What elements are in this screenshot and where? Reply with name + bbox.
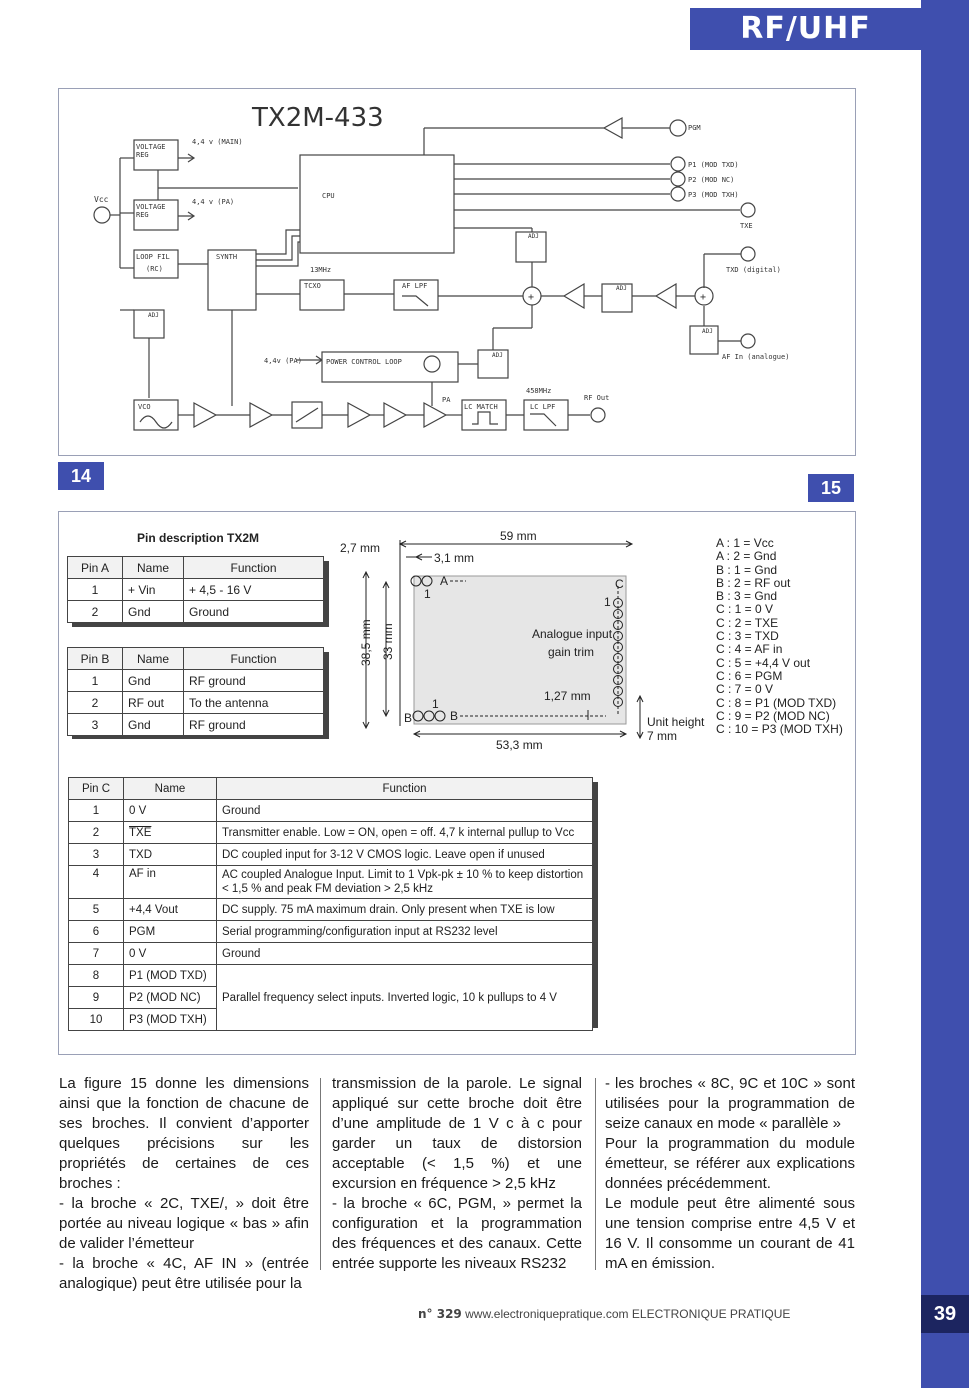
list-item: C : 4 = AF in [716, 642, 783, 657]
svg-text:TCXO: TCXO [304, 282, 321, 290]
vcc-terminal-icon [94, 207, 110, 223]
table-row: 1 0 V Ground [69, 800, 593, 822]
svg-text:LC LPF: LC LPF [530, 403, 556, 411]
vcc-label: Vcc [94, 195, 109, 204]
section-header: RF/UHF [690, 8, 921, 50]
svg-text:C: C [615, 577, 624, 591]
txd-terminal-icon [741, 247, 755, 261]
svg-text:+: + [700, 292, 707, 303]
svg-text:LC MATCH: LC MATCH [464, 403, 498, 411]
txe-terminal-icon [741, 203, 755, 217]
page-footer [418, 1307, 790, 1321]
table-row: 7 0 V Ground [69, 943, 593, 965]
svg-text:B: B [450, 709, 459, 723]
module-body [414, 576, 626, 724]
svg-text:TXE: TXE [740, 222, 753, 230]
table-row: 3 TXD DC coupled input for 3-12 V CMOS logic. Leave open if unused [69, 844, 593, 866]
svg-text:458MHz: 458MHz [526, 387, 552, 395]
pin-b-table: Pin B Name Function 1 Gnd RF ground 2 RF out To the antenna 3 Gnd RF ground [67, 647, 324, 736]
list-item: C : 7 = 0 V [716, 682, 774, 697]
figure-14-label: 14 [58, 462, 104, 490]
list-item: C : 2 = TXE [716, 615, 779, 630]
figure-15-label: 15 [808, 474, 854, 502]
table-row: 3 Gnd RF ground [68, 714, 324, 736]
issue-number: n° 329 [418, 1307, 462, 1321]
svg-text:2,7 mm: 2,7 mm [340, 541, 381, 555]
article-column-2: transmission de la parole. Le signal appliqué sur cette broche doit être d’une amplitude de 1 V c à c pour garder un taux de distorsion acceptable (< 1,5 %) et une excursion en fréquence > 2,5 kHz - la broche « 6C, PGM, » permet la configuration et la programmation des fréquences et des canaux. Cette entrée supporte les niveaux RS232 [332, 1075, 582, 1272]
svg-text:1: 1 [424, 587, 431, 601]
svg-text:Analogue input: Analogue input [532, 627, 613, 641]
list-item: C : 9 = P2 (MOD NC) [716, 708, 830, 723]
pin-list [716, 537, 843, 736]
pin-a-table: Pin A Name Function 1 + Vin + 4,5 - 16 V 2 Gnd Ground [67, 556, 324, 623]
svg-text:B: B [404, 711, 413, 725]
svg-text:P3 (MOD TXH): P3 (MOD TXH) [688, 191, 739, 199]
block-diagram [58, 88, 854, 454]
svg-text:1,27 mm: 1,27 mm [544, 689, 591, 703]
table-row: 6 PGM Serial programming/configuration input at RS232 level [69, 921, 593, 943]
page-number: 39 [921, 1295, 969, 1333]
rf-out-terminal-icon [591, 408, 605, 422]
svg-text:RF Out: RF Out [584, 394, 610, 402]
svg-text:13MHz: 13MHz [310, 266, 332, 274]
article-column-3: - les broches « 8C, 9C et 10C » sont utilisées pour la programmation de seize canaux en mode « parallèle » Pour la programmation du module émetteur, se référer aux explications données précédemment. Le module peut être alimenté sous une tension comprise entre 4,5 V et 16 V. Il consomme un courant de 41 mA en émission. [605, 1075, 855, 1272]
svg-text:gain trim: gain trim [548, 645, 595, 659]
svg-text:SYNTH: SYNTH [216, 253, 238, 261]
svg-text:TXD (digital): TXD (digital) [726, 266, 781, 274]
table-row: 8 P1 (MOD TXD) Parallel frequency select inputs. Inverted logic, 10 k pullups to 4 V [69, 965, 593, 987]
svg-text:P1 (MOD TXD): P1 (MOD TXD) [688, 161, 739, 169]
svg-text:PGM: PGM [688, 124, 701, 132]
svg-text:(RC): (RC) [146, 265, 163, 273]
svg-text:38,5 mm: 38,5 mm [359, 619, 373, 666]
power-control-loop-block [322, 352, 458, 382]
table-row: 1 + Vin + 4,5 - 16 V [68, 579, 324, 601]
svg-text:ADJ: ADJ [528, 233, 539, 240]
svg-text:+: + [528, 292, 535, 303]
af-in-terminal-icon [741, 334, 755, 348]
svg-text:4,4 v (PA): 4,4 v (PA) [192, 198, 235, 206]
svg-text:ADJ: ADJ [492, 352, 503, 359]
svg-text:P2 (MOD NC): P2 (MOD NC) [688, 176, 735, 184]
pin-c-table: Pin C Name Function 1 0 V Ground 2 $\overline{TXE}$ Transmitter enable. Low = ON, open = off. 4,7 k internal pullup to Vcc 3 TXD DC coupled input for 3-12 V CMOS logic. Leave open if unused 4 AF in AC coupled Analogue Input. Limit to 1 Vpk-pk ± 10 % to keep distortion < 1,5 % and peak FM deviation > 2,5 kHz 5 +4,4 Vout DC supply. 75 mA maximum drain. Only present when TXE is low 6 PGM Serial programming/configuration input at RS232 level 7 0 V Ground 8 P1 (MOD TXD) Parallel frequency select inputs. Inverted logic, 10 k pullups to 4 V 9 P2 (MOD NC) 10 P3 (MOD TXH) [68, 777, 593, 1031]
svg-text:3,1 mm: 3,1 mm [434, 551, 475, 565]
svg-text:VCO: VCO [138, 403, 151, 411]
pgm-terminal-icon [670, 120, 686, 136]
svg-text:1: 1 [604, 595, 611, 609]
list-item: C : 8 = P1 (MOD TXD) [716, 695, 837, 710]
table-row: 5 +4,4 Vout DC supply. 75 mA maximum drain. Only present when TXE is low [69, 899, 593, 921]
list-item: C : 10 = P3 (MOD TXH) [716, 722, 843, 737]
list-item: C : 5 = +4,4 V out [716, 655, 811, 670]
list-item: C : 3 = TXD [716, 629, 779, 644]
svg-text:REG: REG [136, 151, 149, 159]
svg-text:1: 1 [432, 697, 439, 711]
svg-text:4,4 v (MAIN): 4,4 v (MAIN) [192, 138, 243, 146]
svg-text:ADJ: ADJ [616, 285, 627, 292]
svg-text:A: A [440, 574, 449, 588]
list-item: A : 2 = Gnd [716, 549, 777, 564]
svg-text:PA: PA [442, 396, 451, 404]
table-row: 2 RF out To the antenna [68, 692, 324, 714]
svg-text:VOLTAGE: VOLTAGE [136, 203, 166, 211]
svg-text:59 mm: 59 mm [500, 529, 537, 543]
svg-text:33 mm: 33 mm [381, 623, 395, 660]
article-column-1: La figure 15 donne les dimensions ainsi que la fonction de chacune de ses broches. Il convient d’apporter quelques précisions sur les propriétés de certaines de ces broches : - la broche « 2C, TXE/, » doit être portée au niveau logique « bas » afin de valider l’émetteur - la broche « 4C, AF IN » (entrée analogique) peut être utilisée pour la [59, 1075, 309, 1292]
footer-url: www.electroniquepratique.com [465, 1307, 629, 1321]
svg-text:REG: REG [136, 211, 149, 219]
module-dimension-drawing [336, 526, 712, 754]
diagram-title: TX2M-433 [252, 103, 384, 133]
footer-magazine: ELECTRONIQUE PRATIQUE [631, 1307, 791, 1321]
list-item: C : 6 = PGM [716, 668, 783, 683]
table-row: 2 Gnd Ground [68, 601, 324, 623]
list-item: B : 2 = RF out [716, 575, 791, 590]
svg-text:4,4v (PA): 4,4v (PA) [264, 357, 302, 365]
svg-text:Unit height: Unit height [647, 715, 705, 729]
svg-text:LOOP FIL: LOOP FIL [136, 253, 170, 261]
table-row: 9 P2 (MOD NC) [69, 987, 593, 1009]
svg-text:POWER CONTROL LOOP: POWER CONTROL LOOP [326, 358, 402, 366]
svg-text:53,3 mm: 53,3 mm [496, 738, 543, 752]
svg-text:AF In (analogue): AF In (analogue) [722, 353, 790, 361]
table-row: 2 $\overline{TXE}$ Transmitter enable. Low = ON, open = off. 4,7 k internal pullup to Vcc [69, 822, 593, 844]
table-row: 10 P3 (MOD TXH) [69, 1009, 593, 1031]
svg-text:CPU: CPU [322, 192, 335, 200]
svg-text:ADJ: ADJ [702, 328, 713, 335]
svg-text:ADJ: ADJ [148, 312, 159, 319]
table-row: 1 Gnd RF ground [68, 670, 324, 692]
svg-text:VOLTAGE: VOLTAGE [136, 143, 166, 151]
list-item: C : 1 = 0 V [716, 602, 774, 617]
list-item: A : 1 = Vcc [716, 536, 774, 550]
list-item: B : 1 = Gnd [716, 562, 778, 577]
cpu-block [300, 155, 454, 253]
svg-text:AF LPF: AF LPF [402, 282, 428, 290]
blue-side-strip [921, 0, 969, 1388]
list-item: B : 3 = Gnd [716, 589, 778, 604]
pin-description-title: Pin description TX2M [137, 531, 260, 545]
svg-text:7 mm: 7 mm [647, 729, 677, 743]
table-row: 4 AF in AC coupled Analogue Input. Limit to 1 Vpk-pk ± 10 % to keep distortion < 1,5 % and peak FM deviation > 2,5 kHz [69, 866, 593, 899]
